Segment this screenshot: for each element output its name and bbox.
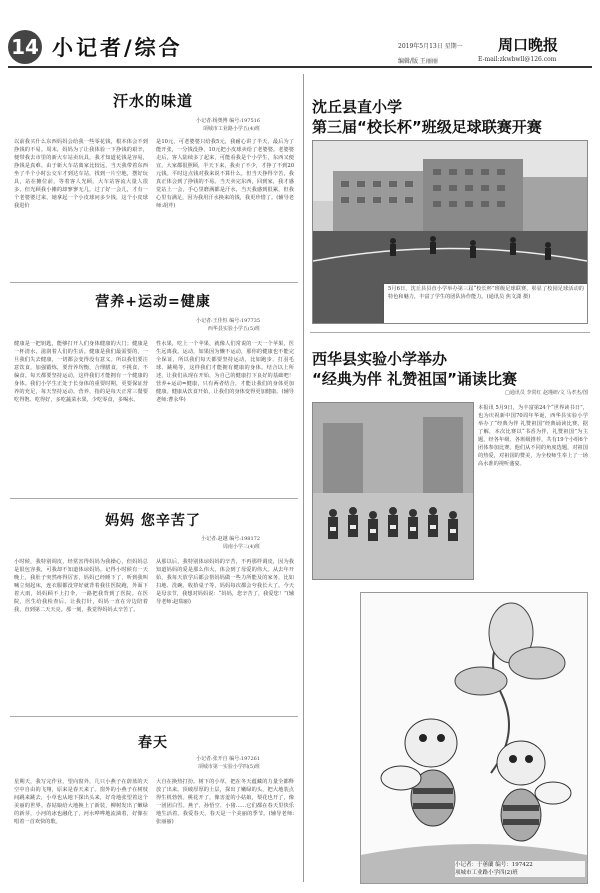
header-email: E-mail:zkwbwll@126.com	[478, 56, 557, 63]
reading-photo	[312, 402, 474, 580]
column-divider	[303, 74, 304, 882]
divider-3	[10, 716, 298, 717]
nutrition-body-col2: 性水果，吃上一个苹果，就像人们常说的一天一个苹果，医生远离我。运动，如果因为懒不运动，那你的健康也不能完全保证，所以我们每天都要坚持运动，比如跑步、打羽毛球、跳绳等，这样我们才能拥有健康的身体。结合以上所述，让我们从现在开始，为自己的健康打下良好的基础吧！营养+运动=健康，只有两者结合，才能让我们的身体更加健康。健康从饮食开始，让我们的身体变得更加健康。(辅导老师:曹永华)	[156, 341, 294, 403]
article-title-nutrition: 营养+运动=健康	[95, 294, 211, 310]
reading-byline: □通讯员 李常红 赵瑾研/文 马孝杰/图	[505, 390, 588, 396]
header-brand: 周口晚报	[498, 36, 559, 54]
bee-flower-illustration	[361, 593, 587, 883]
nutrition-reporter: 小记者:王佳恒 编号:197735	[195, 318, 260, 324]
drawing-school: 项城市工业路小学四(2)班	[455, 870, 518, 876]
drawing-reporter: 小记者：于蕙蘭 编号：197422	[455, 862, 533, 868]
drawing-caption	[455, 861, 585, 877]
article-title-sweat: 汗水的味道	[112, 92, 193, 110]
spring-body-col1: 星期天，我写完作业，望向窗外，几只小燕子在蔚蓝的天空中自由的飞翔，原来是春天来了。窗外的小燕子在树枝间跳来跳去，小草也从地下探出头来，好奇地张望着这个美丽的世界。春姑娘给大地换上了新装，柳树发出了嫩绿的新芽，小河的冰也融化了，河水哗哗地流淌着，好像在唱着一首欢快的歌。	[14, 779, 148, 825]
mother-reporter: 小记者:赵越 编号:198172	[200, 536, 260, 542]
spring-school: 项城市第一实验小学四(5)班	[197, 764, 260, 770]
divider-1	[10, 282, 298, 283]
sweat-body-col1: 以前我买什么东西妈妈会给我一些零花钱，根本体会不到挣钱的不易。周末，妈妈为了让我体验一下挣钱的艰辛，便带我去市里的新大车站卖玩具，我才知道花钱是容易，挣钱是真难。由于新大车站离家比较远，当天我带着东西坐了半个小时公交车才到达车站，找到一片空地，摆好玩具，站在摊位前，等着客人光顾。大车站客流大量人很多，但光顾我小摊的却寥寥无几，过了好一会儿，才有一个老婆婆过来，她拿起一个小皮球问多少钱，这个小皮球我进价	[14, 139, 148, 209]
header-date: 2019年5月13日 星期一	[398, 43, 463, 50]
reading-scene-illustration	[313, 403, 473, 579]
header-rule	[8, 66, 592, 68]
divider-right-1	[310, 332, 590, 333]
football-title-line2: 第三届“校长杯”班级足球联赛开赛	[312, 118, 542, 136]
header-editor: 编辑/版 王丽丽	[398, 58, 438, 65]
divider-2	[10, 498, 298, 499]
football-caption: 5月6日，沈丘县县直小学举办第三届“校长杯”班级足球联赛，彰显了校园足球活动的特色和魅力，丰富了学生的团队协作能力。(通讯员 焦文潇 摄)	[383, 283, 588, 324]
spring-body-col2: 大自在换热打扮。树下的小草，把在冬天蕴藏的力量全都释放了出来。顶破厚厚的土层，探出了嫩绿的头，把大地装点得生机勃勃。桃花开了，像害羞的小姑娘，梨花也开了，像一团团白雪。燕子、孙悟空、小猪……它们都在春天里快乐地生活着。我爱春天，春天是一个美丽的季节。(辅导老师:张丽丽)	[156, 779, 294, 825]
football-title-line1: 沈丘县直小学	[312, 98, 403, 116]
nutrition-body-col1: 健康是一把钥匙，能够打开人们身体健康的大门；健康是一杯清水，滋润着人们的生活。健康是我们最需要的，一旦我们失去健康，一切都会变得没有意义。所以我们要注意饮食，加强锻炼，要营养均衡，合理膳食，不挑食、不偏食。每天都要坚持运动，这样我们才能拥有一个健康的身体。我们小学生正处于长身体的重要时期，更要保证营养的充足，每天坚持运动。营养，指的是每天正常三餐要吃得饱、吃得好，多吃蔬菜水果，少吃零食，多喝水。	[14, 341, 148, 403]
nutrition-school: 西华县实验小学五(5)班	[207, 326, 260, 332]
article-title-spring: 春天	[138, 735, 168, 751]
sweat-reporter: 小记者:杨奥博 编号:197516	[195, 118, 260, 124]
football-photo	[312, 140, 588, 324]
page-number-badge: 14	[8, 30, 42, 64]
section-title: 小记者/综合	[52, 36, 183, 60]
reading-title-line2: “经典为伴 礼赞祖国”诵读比赛	[312, 370, 517, 388]
sweat-school: 项城市工业路小学五(4)班	[202, 126, 260, 132]
reading-body: 本报讯 5月9日，为丰富第24个“世界读书日”，也为庆祝新中国70周年华诞，西华县实验小学举办了“经典为伴 礼赞祖国”经典诵读比赛。据了解，本次比赛以“书香为伴，礼赞祖国”为主题，经各年级、各班级推荐，共有19个小组6个团体参加比赛。他们从不同的角度选题，对祖国的热爱，对祖国的赞美，为全校师生奉上了一场高水准的视听盛宴。	[478, 405, 588, 467]
sweat-body-col2: 是10元，可老婆婆只给我5元，我耐心讲了半天，最后为了能开张，一分钱没挣，10元把小皮球卖给了老婆婆。老婆婆走后，客人陆续多了起来，可能看我是个小学生，东西又便宜，大家都很照顾，半天下来，我卖了不少，才挣了不到20元钱。平时这点钱对我来说不算什么，但当天挣得辛苦，我真正体会到了挣钱的不易。当天卖完东西，回到家，我才感觉站上一会，手心里磨满都是汗水，当天我感到很累，但我心里有满足，因为我用汗水换来的钱，我更珍惜了。(辅导老师:胡芹)	[156, 139, 294, 209]
child-drawing	[360, 592, 588, 884]
mother-body-col1: 小时候，我特别调皮，经常害得妈妈为我操心，但妈妈总是很包容我，可我却不知道体谅妈妈。记得小时候有一天晚上，我肚子突然疼得厉害，妈妈已经睡下了，听到我叫喊立刻起床，连衣服都没穿好就背着我往医院跑，外面下着大雨，妈妈顾不上打伞，一路把我背到了医院。在医院，医生给我检查后，让我打针，妈妈一直在旁边陪着我，直到第二天天亮。那一刻，我觉得妈妈太辛苦了。	[14, 559, 148, 613]
article-title-mother: 妈妈 您辛苦了	[105, 513, 201, 529]
spring-reporter: 小记者:张开自 编号:197261	[195, 756, 260, 762]
reading-title-line1: 西华县实验小学举办	[312, 350, 448, 368]
mother-body-col2: 从那以后，我特别体谅妈妈的辛苦，不再那样调皮，因为我知道妈妈的爱是那么伟大，体会到了母爱的伟大。从去年开始，我每天放学后都会帮妈妈做一些力所能及的家务，比如扫地、洗碗、收拾桌子等，妈妈每次都会夸我长大了。今天是母亲节，我想对妈妈说：“妈妈，您辛苦了，我爱您！”(辅导老师:赵瑞丽)	[156, 559, 294, 605]
mother-school: 周南小学三(4)班	[222, 544, 260, 550]
